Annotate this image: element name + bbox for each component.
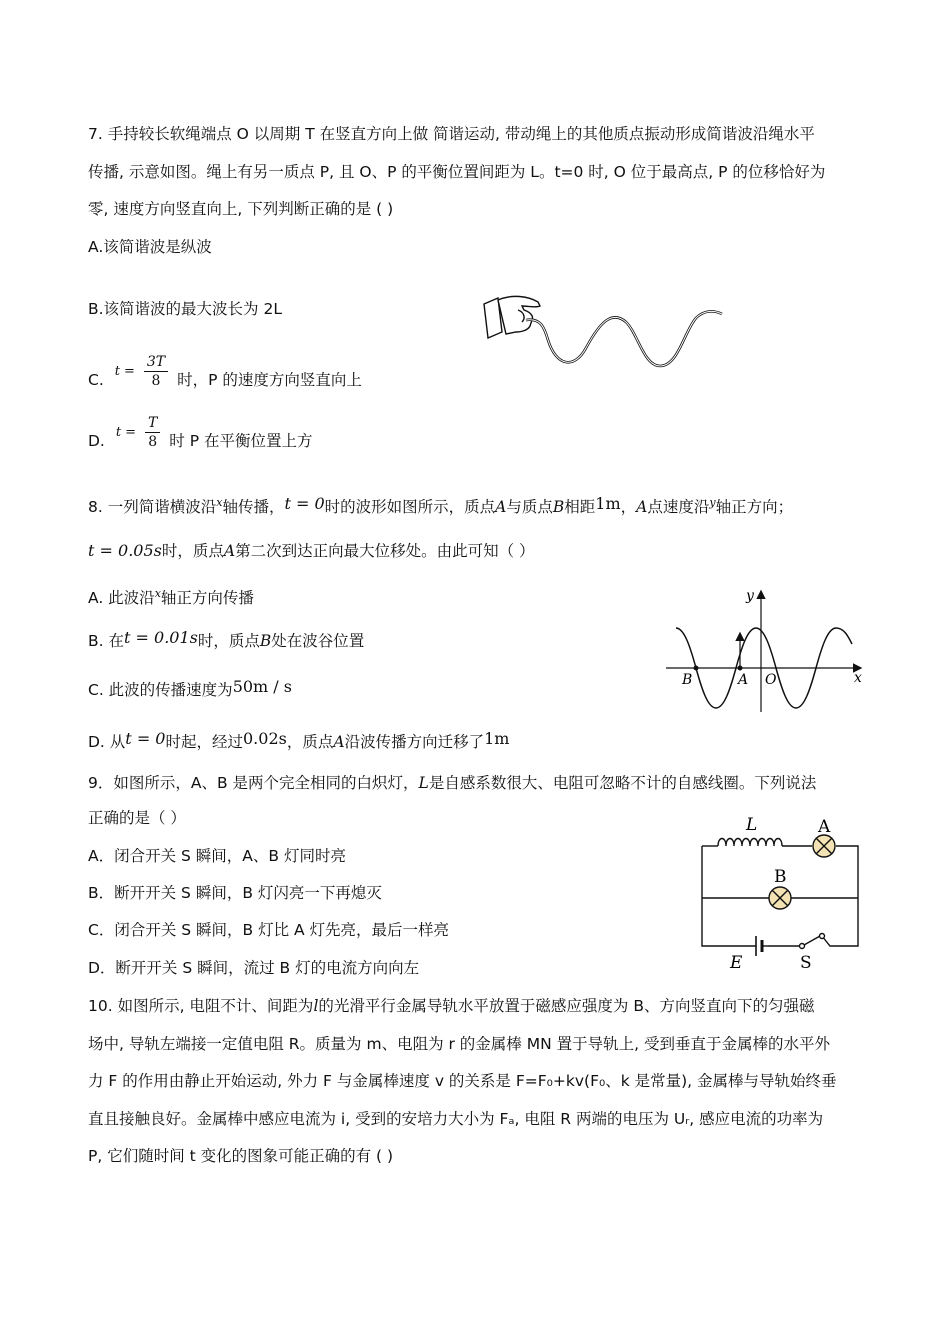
hand-icon <box>484 296 540 338</box>
wave-graph <box>662 586 868 716</box>
inductor-coil <box>718 839 782 847</box>
q9-option-d: D．断开开关 S 瞬间，流过 B 灯的电流方向向左 <box>88 959 420 977</box>
lamp-b-icon <box>769 887 791 909</box>
q9-line-2: 正确的是（ ） <box>88 809 186 827</box>
fraction-3t-8: $\frac{3T}{8}$ <box>144 353 168 390</box>
label-l: L <box>746 815 758 835</box>
label-x: x <box>854 670 862 686</box>
q7-line-1: 7. 手持较长软绳端点 O 以周期 T 在竖直方向上做 简谐运动, 带动绳上的其他质点振动形成简谐波沿绳水平 <box>88 125 815 143</box>
lamp-a-icon <box>813 835 835 857</box>
q8-line-2: t = 0.05s时，质点A第二次到达正向最大位移处。由此可知（ ） <box>88 541 535 560</box>
label-b: B <box>774 867 787 887</box>
battery-icon <box>756 936 768 956</box>
q8-option-c: C. 此波的传播速度为50m / s <box>88 677 292 699</box>
q10-line-3: 力 F 的作用由静止开始运动, 外力 F 与金属棒速度 v 的关系是 F=F₀+kv(F₀、k 是常量), 金属棒与导轨始终垂 <box>88 1072 837 1090</box>
q7-line-3: 零, 速度方向竖直向上, 下列判断正确的是 ( ) <box>88 200 394 218</box>
q9-option-c: C．闭合开关 S 瞬间，B 灯比 A 灯先亮，最后一样亮 <box>88 921 450 939</box>
q10-line-4: 直且接触良好。金属棒中感应电流为 i, 受到的安培力大小为 Fₐ, 电阻 R 两端的电压为 Uᵣ, 感应电流的功率为 <box>88 1110 824 1128</box>
label-o: O <box>765 672 777 688</box>
label-a: A <box>818 817 831 837</box>
label-s: S <box>800 953 812 972</box>
switch-icon <box>800 934 825 949</box>
q7-line-2: 传播, 示意如图。绳上有另一质点 P, 且 O、P 的平衡位置间距为 L。t=0 时, O 位于最高点, P 的位移恰好为 <box>88 163 826 181</box>
label-a: A <box>738 672 749 688</box>
q7-option-a: A.该简谐波是纵波 <box>88 238 212 256</box>
label-e: E <box>730 953 743 972</box>
q7-option-d: D. t = $\frac{T}{8}$ 时 P 在平衡位置上方 <box>88 415 313 450</box>
q10-line-2: 场中, 导轨左端接一定值电阻 R。质量为 m、电阻为 r 的金属棒 MN 置于导轨上, 受到垂直于金属棒的水平外 <box>88 1035 830 1053</box>
q8-option-a: A. 此波沿$^x$轴正方向传播 <box>88 587 254 607</box>
hand-rope-wave-figure <box>478 292 728 374</box>
point-b <box>694 666 699 671</box>
q10-line-5: P, 它们随时间 t 变化的图象可能正确的有 ( ) <box>88 1147 394 1165</box>
q8-option-b: B. 在t = 0.01s时，质点B处在波谷位置 <box>88 628 365 650</box>
label-b: B <box>682 672 693 688</box>
q8-option-d: D. 从t = 0时起，经过0.02s，质点A沿波传播方向迁移了1m <box>88 729 510 751</box>
q9-line-1: 9．如图所示，A、B 是两个完全相同的白炽灯，L是自感系数很大、电阻可忽略不计的自感线圈。下列说法 <box>88 774 817 792</box>
label-y: y <box>746 588 754 604</box>
rope-wave <box>526 311 722 366</box>
q9-option-a: A．闭合开关 S 瞬间，A、B 灯同时亮 <box>88 847 346 865</box>
circuit-diagram <box>694 812 866 972</box>
point-a <box>738 666 743 671</box>
fraction-t-8: $\frac{T}{8}$ <box>145 414 160 451</box>
q10-line-1: 10. 如图所示, 电阻不计、间距为l的光滑平行金属导轨水平放置于磁感应强度为 B、方向竖直向下的匀强磁 <box>88 997 815 1015</box>
q7-option-b: B.该简谐波的最大波长为 2L <box>88 300 282 318</box>
q8-line-1: 8. 一列简谐横波沿$^x$轴传播，t = 0时的波形如图所示，质点A与质点B相距1m，A点速度沿$^y$轴正方向； <box>88 494 794 516</box>
q9-option-b: B．断开开关 S 瞬间，B 灯闪亮一下再熄灭 <box>88 884 382 902</box>
q7-option-c: C. t = $\frac{3T}{8}$ 时，P 的速度方向竖直向上 <box>88 354 362 389</box>
